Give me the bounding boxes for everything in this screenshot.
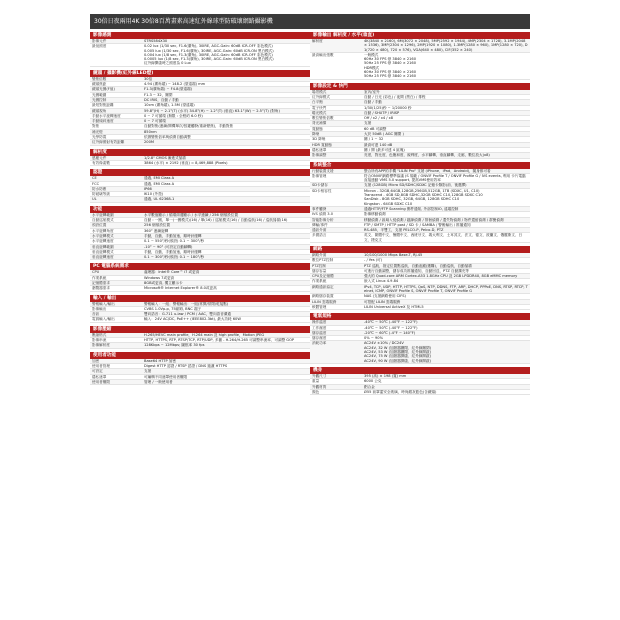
spec-value: 符合ONVIF網路標準協議 (S 規範 / ONVIF Profile T / ONVIF Profile G / IVS events, 利用 卡片電腦直接連動 VMS 5.0 support, 提高VMS使用效率	[364, 173, 526, 183]
spec-label: SD卡儲存	[312, 183, 328, 188]
spec-label: 降噪	[312, 132, 320, 137]
spec-value: 1/30(1/25)秒 ~ 1/20000 秒	[364, 105, 412, 110]
spec-row	[310, 53, 530, 80]
spec-row	[310, 189, 530, 207]
spec-value: 警報輸入：一組；警報輸出：一組(常開/常閉/乾接點)	[144, 301, 229, 306]
spec-value: 可搭配 LILIN 雲端服務	[364, 299, 401, 304]
spec-value: Off / x2 / x4 / x8	[364, 116, 394, 121]
spec-value: 亮度，對比度，色飽和度，銳利度，水平翻轉，垂直翻轉，走廊，數位放大(x8)	[364, 153, 490, 158]
spec-value: Windows 7或更高	[144, 275, 175, 280]
spec-label: 鏡頭焦距	[92, 82, 107, 87]
spec-label: SD卡相容性	[312, 188, 332, 193]
section-header: 認證	[90, 169, 310, 176]
spec-label: 電子快門	[312, 105, 327, 110]
spec-label: FCC	[92, 181, 100, 186]
spec-value: 可進行自動調整，儲存成功推播通知，自動回送，PTZ 自動擴充等	[364, 268, 469, 273]
spec-value: 自動 : 一圈，單一(一圈模式)(16) / 單(16) / 巡航模式(16) / 自動巡航(16) / 巡航掃描(16)	[144, 218, 288, 223]
spec-section	[90, 70, 310, 146]
spec-value: 0 ~ 7 可循環	[144, 119, 166, 124]
spec-label: 儲存濕度	[312, 336, 327, 341]
spec-label: 數位變焦倍數	[312, 116, 334, 121]
spec-label: 對焦	[92, 124, 100, 129]
spec-column-right	[310, 29, 530, 395]
spec-section	[90, 352, 310, 385]
spec-value: H.265/HEVC main profile，H.264 main 及 high profile，Motion JPEG	[144, 332, 265, 337]
spec-value: 依據變焦倍率與偵測自動調整	[144, 135, 191, 140]
spec-section	[90, 32, 310, 67]
spec-section	[90, 295, 310, 323]
spec-value: 1/2.8" CMOS 漸進式掃描	[144, 155, 186, 160]
spec-value: 395 (高) × 198 (寬) mm	[364, 373, 407, 378]
spec-value: Ø55 前罩蓋安全玻璃，時尚銀灰藍色(含鏡頭)	[364, 389, 437, 394]
spec-value: 3864 (水平) × 2192 (垂直) = 8,469,888 (Pixels)	[144, 160, 228, 165]
spec-value: 0 ~ 7 可循環 (無限 : 全程約 6.0 秒)	[144, 113, 203, 118]
spec-label: 電源輸入/輸出	[92, 317, 115, 322]
spec-value: 59.8°(H) ~ 2.1°(T) (水平) 34.8°(H) ~ 1.2°(T) (垂直) 63.1°(W) ~ 2.5°(T) (對角)	[144, 108, 280, 113]
spec-label: 自動巡航模式	[92, 218, 114, 223]
spec-row	[310, 341, 530, 363]
spec-label: 水平旋轉範圍	[92, 212, 114, 217]
spec-label: 最高輸出張數	[312, 52, 334, 57]
spec-label: 水平旋轉角度	[92, 228, 114, 233]
spec-label: 可設定	[92, 369, 103, 374]
section-header: 影像設定 & 快門	[310, 83, 530, 90]
spec-label: 防水防塵	[92, 186, 107, 191]
spec-section	[310, 162, 530, 243]
spec-row	[310, 153, 530, 158]
spec-value: 手動，自動，手動加速，順時針運轉	[144, 249, 202, 254]
spec-value: -40℃ ~ 50℃ (-40°F ~ 122°F)	[364, 320, 418, 325]
spec-value: -20℃ ~ 60℃ (-4°F ~ 140°F)	[364, 330, 416, 335]
spec-label: 補光燈	[92, 129, 103, 134]
spec-label: 變焦倍數	[92, 76, 107, 81]
spec-value: 30倍	[144, 76, 153, 81]
section-header: 輸入 / 輸出	[90, 295, 310, 302]
spec-value: 200M	[144, 140, 154, 145]
spec-value: 6000 公克	[364, 379, 382, 384]
spec-label: 預設位置	[92, 223, 107, 228]
spec-value: 英文、繁體中文、簡體中文、西班牙文、義大利文、土耳其文、法文、德文、波蘭文、俄羅斯文、日文、捷克文	[364, 233, 523, 242]
spec-row	[310, 305, 530, 310]
spec-value: CVBS 1.0Vp-p, 75歐姆, BNC 端子	[144, 306, 202, 311]
spec-label: 外觀材質	[312, 384, 327, 389]
spec-value: 8GB或更高, 獨立顯示卡	[144, 280, 183, 285]
section-header: 鏡頭 / 攝影機(紅外線LED燈)	[90, 70, 310, 77]
spec-value: LILIN Universal ActiveX 及 HTML5	[364, 304, 424, 309]
spec-label: UL	[92, 197, 97, 202]
spec-value: 整合所有APP的手機 "LILIN Pro" 支援 (iPhone、iPad、Android)，隨身都可看	[364, 168, 491, 173]
page-title: 30倍日夜兩用4K 30倍8百萬畫素高速紅外線球型防破壞網路攝影機	[90, 14, 530, 29]
spec-label: 網路介面	[312, 252, 327, 257]
spec-label: 紅外線照射有效距離	[92, 140, 125, 145]
spec-label: 外觀尺寸	[312, 373, 327, 378]
spec-label: 操作溫度	[312, 320, 327, 325]
spec-section	[90, 169, 310, 202]
spec-value: 支援	[364, 121, 372, 126]
spec-value: PTZ 巡航，指定位置點巡航，自動追蹤(選購)，自動巡航，自動掃描	[364, 263, 472, 268]
spec-row	[310, 39, 530, 53]
spec-column-left	[90, 29, 310, 385]
spec-label: 防破壞等級	[92, 192, 110, 197]
spec-value: -10° ~ 90° (可設定自動翻轉)	[144, 244, 193, 249]
section-header: 使用者功能	[90, 352, 310, 359]
spec-section	[310, 246, 530, 310]
spec-value: 0.1 ~ 300°/秒(預設) 0.1 ~ 180°/秒	[144, 255, 205, 260]
spec-label: 記憶體需求	[92, 280, 110, 285]
spec-value: 10/100/1000 Mbps Base-T, RJ-45	[364, 252, 423, 257]
spec-value: 移動偵測 / 區域入侵偵測 / 越線偵測 / 徘徊偵測 / 遺失物偵測 / 物件遺留偵測 / 群聚偵測	[364, 217, 504, 222]
spec-label: 作業系統	[312, 279, 327, 284]
spec-value: 通過, EMI Class A	[144, 181, 175, 186]
spec-value: 4K(3840 × 2160), 6M(3072 × 2048), 5MP(2592 × 1944), 4MP(2304 × 1728), 3.1MP(2048 × 1536), 3MP(2304 × 1296), 2MP(1920 × 1080), 1.3MP(1280 × 960), 1MP(1280 × 720), D1(720 × 480), 720 × 576), VGA(640 × 480), CIF(352 × 240)	[364, 39, 528, 52]
spec-label: 儲存溫度	[312, 330, 327, 335]
spec-value: 通過HTTP/FTP Scanning 郵件通知, 外部控制IO, 遠端控制	[364, 206, 459, 211]
spec-value: 支援 (128GB) Micro SD/SDHC/SDXC 記憶卡錄影(前、後選擇)	[364, 183, 467, 188]
section-header: 功能	[90, 206, 310, 213]
spec-label: 網路通訊協定	[312, 284, 334, 289]
spec-value: 最高可達 140 dB	[364, 142, 393, 147]
spec-value: F1.3(廣角端) ~ F4.8(望遠端)	[144, 87, 193, 92]
spec-label: 有效像素數	[92, 160, 110, 165]
spec-label: 事件觸發	[312, 206, 327, 211]
spec-label: 手動傾斜速度	[92, 119, 114, 124]
spec-label: 影像元件	[92, 39, 107, 43]
spec-value: DC IRIS，自動 / 手動	[144, 97, 179, 102]
section-header: PC 電腦系統需求	[90, 263, 310, 270]
spec-value: 關 / 1 ~ 32	[364, 137, 384, 142]
spec-label: 背光補償	[312, 121, 327, 126]
spec-label: 影像解析度	[92, 343, 110, 348]
spec-label: 作業系統	[92, 275, 107, 280]
spec-label: 垂直旋轉範圍	[92, 244, 114, 249]
spec-label: 水平旋轉模式	[92, 233, 114, 238]
spec-row	[90, 380, 310, 385]
spec-row	[310, 233, 530, 243]
spec-value: 管理 / 一般使用者	[144, 379, 173, 384]
spec-value: 0.1 ~ 550°/秒(預設) 0.1 ~ 300°/秒	[144, 239, 205, 244]
spec-label: 行動裝置支援	[312, 168, 334, 173]
spec-label: 加密	[92, 358, 100, 363]
spec-value: 自動 / 手動	[364, 100, 382, 105]
spec-value: 室內/室外	[364, 89, 380, 94]
spec-row	[90, 44, 310, 66]
spec-row	[310, 285, 530, 295]
spec-value: 影像移動偵測	[364, 212, 386, 217]
spec-label: CPU及記憶體	[312, 274, 334, 279]
spec-label: 使用者管理	[92, 363, 110, 368]
section-header: 系統整合	[310, 162, 530, 169]
section-header: 影像感測	[90, 32, 310, 39]
spec-value: 嵌入式 Linux 4.9.84	[364, 279, 399, 284]
spec-label: 最低照度	[92, 44, 107, 49]
spec-value: Digest HTTP 認證 / RTSP 認證 / DNS 過濾 HTTPS	[144, 363, 228, 368]
spec-label: 寬動態	[312, 126, 323, 131]
spec-label: 光圈控制	[92, 97, 107, 102]
spec-value: 大於 50dB ( AGC 關閉 )	[364, 132, 404, 137]
spec-value: AC24V ±10% / DC24V AC24V, 32 W (加熱器關閉、紅外線關閉) AC24V, 53 W (加熱器關閉、紅外線開啟) AC24V, 75 W (加熱器開啟、紅外線開啟) AC24V, 90 W (加熱器開啟、紅外線開啟)	[364, 341, 431, 363]
spec-value: FTP / SMTP / HTTP post / SD 卡 / SAMBA / 警報輸出 / 推播通知	[364, 222, 471, 227]
spec-row	[90, 161, 310, 166]
spec-label: 影像輸出	[92, 306, 107, 311]
section-header: 機身	[310, 367, 530, 374]
spec-value: -40℃ ~ 50℃ (-40°F ~ 122°F)	[364, 325, 418, 330]
spec-label: 智能影像分析	[312, 217, 334, 222]
spec-label: HDR 寬動態	[312, 142, 332, 147]
spec-label: IVS 偵測 3.0	[312, 212, 333, 217]
spec-section	[310, 32, 530, 80]
spec-row	[90, 343, 310, 348]
spec-value: - / Yes (可)	[364, 258, 383, 263]
spec-value: 0.02 lux (1/30 sec, F1.6(廣角), 30IRE, AGC-Gain: 60dB ICR-OFF 彩色模式) 0.005 lux (1/30 sec, F1.6(廣角), 30IRE, AGC-Gain: 60dB ICR-ON 黑白模式) 0.004 lux (1/8 sec, F1.3(廣角), 30IRE, AGC-Gain: 60dB ICR-OFF 彩色模式) 0.0005 lux (1/8 sec, F1.3(廣角), 30IRE, AGC-Gain: 60dB ICR-ON 黑白模式) 紅外線開啟時之照度為 0 Lux	[144, 44, 274, 66]
spec-label: 重量	[312, 379, 320, 384]
spec-label: 垂直旋轉模式	[92, 249, 114, 254]
spec-section	[310, 313, 530, 364]
spec-label: 光學防震	[92, 135, 107, 140]
spec-label: 影像調整	[312, 153, 327, 158]
spec-label: 感應元件	[92, 155, 107, 160]
spec-value: 關 / 開 (最多可達 4 區塊)	[364, 147, 405, 152]
spec-value: 360° 連續旋轉	[144, 228, 169, 233]
spec-label: 隱私遮罩	[312, 147, 327, 152]
spec-value: 自動對焦(連續/開機單次/按鍵觸發/重新變焦)，手動對焦	[144, 124, 234, 129]
spec-label: 多國語言	[312, 233, 327, 238]
spec-label: 使用者權限	[92, 379, 110, 384]
spec-value: 手動，自動，手動加速，順時針運轉	[144, 233, 202, 238]
spec-section	[310, 83, 530, 159]
spec-label: 最短對焦距離	[92, 103, 114, 108]
section-header: 電氣規格	[310, 313, 530, 320]
spec-row	[90, 197, 310, 202]
spec-label: 手動水平旋轉速度	[92, 113, 121, 118]
spec-label: 消耗功率	[312, 341, 327, 346]
spec-value: IK10 (外殼)	[144, 192, 164, 197]
spec-label: 鏡頭光圈(F值)	[92, 87, 115, 92]
spec-value: 通過, UL 62368-1	[144, 197, 175, 202]
spec-label: PTZ控制	[312, 263, 327, 268]
spec-value: HTTP, HTTPS, RTP, RTSP/TCP, RTP/UDP, 多播 - H.264/H.265 可調整串流率、可調整 GOP	[144, 338, 295, 343]
spec-row	[90, 286, 310, 291]
spec-value: 輸入：24V AC/DC, PoE++ (IEEE802.3bt), 最大功耗 60W	[144, 317, 241, 322]
spec-label: 網路儲存裝置	[312, 294, 334, 299]
spec-label: 影像管理	[312, 173, 327, 178]
spec-label: 影像串流	[92, 338, 107, 343]
spec-value: F1.3 ~ 32，關閉	[144, 92, 173, 97]
spec-section	[90, 206, 310, 261]
spec-value: RS-485，半雙工，支援 PELCO-P, Pelco-D, PTZ	[364, 228, 444, 233]
spec-label: CE	[92, 176, 97, 181]
spec-section	[90, 263, 310, 291]
spec-label: 鏡頭視角	[92, 108, 107, 113]
spec-value: IPv4, TCP, UDP, HTTP, HTTPS, QoS, NTP, DDNS, FTP, ARP, DHCP, PPPoE, DNS, RTSP, RTCP, Telnet, ICMP, ONVIF Profile S, ONVIF Profile T, ONVIF Profile G	[364, 284, 528, 294]
spec-section	[310, 367, 530, 395]
spec-label: 水平旋轉速度	[92, 239, 114, 244]
spec-row	[310, 390, 530, 395]
spec-label: LILIN 雲端服務	[312, 299, 337, 304]
spec-value: 通過, EMI Class A	[144, 176, 175, 181]
spec-label: 音訊	[92, 312, 100, 317]
spec-value: 0% ~ 90%	[364, 336, 383, 341]
section-header: 解析度	[90, 149, 310, 156]
spec-label: 壓縮格式	[92, 332, 107, 337]
spec-label: 光圈範圍	[92, 92, 107, 97]
spec-label: 解析度	[312, 39, 323, 43]
spec-section	[90, 149, 310, 167]
spec-label: 場景模式	[312, 89, 327, 94]
spec-label: 警報輸入/輸出	[92, 301, 115, 306]
spec-value: 60 dB 可調整	[364, 126, 387, 131]
spec-label: 軟體管理	[312, 304, 327, 309]
spec-row	[90, 255, 310, 260]
section-header: 網路	[310, 246, 530, 253]
spec-label: 瀏覽器需求	[92, 286, 110, 291]
spec-value: 支援	[144, 369, 152, 374]
spec-label: 數位PTZ控制	[312, 258, 334, 263]
spec-label: 隱私遮罩	[92, 374, 107, 379]
spec-value: Micron - 32GB,64GB,128GB,256GB,512GB, 1TB (SDXC, U1, C10) Transcend - 4GB SD,8GB SDHC,32GB SDHC C10,128GB SDXC C10 SanDisk - 8GB SDHC, 32GB, 64GB, 128GB SDHC C10 Kingston - 64GB SDXC C10	[364, 188, 483, 206]
spec-row	[310, 174, 530, 184]
spec-value: IP66	[144, 186, 152, 191]
spec-value: 水平數值顯示 / 循環兩週顯示 / 水平連續 / 256 個預設位置	[144, 212, 238, 217]
spec-label: 曝光模式	[312, 110, 327, 115]
spec-value: STRS584X30	[144, 39, 168, 43]
spec-label: 紅外線模式	[312, 94, 330, 99]
spec-value: 自動 / SHUTP / IRISP	[364, 110, 400, 115]
spec-value: 可編輯不同遮罩使用者權限	[144, 374, 188, 379]
spec-value: NAS (支援網路使用 CIFS)	[364, 294, 406, 299]
spec-value: 850nm	[144, 129, 157, 134]
spec-label: 通訊介面	[312, 228, 327, 233]
spec-value: 10cm (廣角端), 1.5M (望遠端)	[144, 103, 195, 108]
spec-value: Microsoft® Internet Explorer® 8.0或更高	[144, 286, 217, 291]
spec-value: 256 個預設位置	[144, 223, 170, 228]
spec-label: 顏色	[312, 389, 320, 394]
section-header: 影像輸出 解析度 / 水平(垂直)	[310, 32, 530, 39]
spec-value: Base64 HTTP 加密	[144, 358, 176, 363]
spec-value: 4.94 (廣角端) ~ 148.2 (望遠端) mm	[144, 82, 206, 87]
section-header: 影像壓縮	[90, 326, 310, 333]
spec-value: 鋁合金	[364, 384, 375, 389]
spec-value: 處理器：Intel® Core™ i7 或更高	[144, 270, 200, 275]
spec-label: 工作濕度	[312, 325, 327, 330]
spec-label: 儲存容量	[312, 268, 327, 273]
spec-value: 雙向語音：G.711 u-law / PCM / AAC，雙向語音溝通	[144, 312, 231, 317]
spec-value: 自動 / 日光 (彩色) / 夜間 (黑白) / 排程	[364, 94, 426, 99]
spec-row	[90, 317, 310, 322]
spec-row	[90, 140, 310, 145]
spec-value: 一般模式 60Hz 30 FPS @ 3840 × 2160 50Hz 25 FPS @ 3840 × 2160 HDR模式 60Hz 30 FPS @ 3840 × 2160 50Hz 25 FPS @ 3840 × 2160	[364, 52, 417, 79]
spec-label: 3D 降噪	[312, 137, 326, 142]
spec-label: 白平衡	[312, 100, 323, 105]
spec-value: 128Kbps ~ 12Mbps; 圖框率 30 fps	[144, 343, 205, 348]
spec-value: 強大的 Quad-core ARM Cortex-A53 1.8GHz CPU 及 2GB LPDDR4X, 8GB eMMC memory	[364, 274, 518, 279]
spec-section	[90, 326, 310, 349]
spec-label: CPU	[92, 270, 100, 275]
spec-label: 垂直旋轉速度	[92, 255, 114, 260]
spec-label: 傳輸/事件	[312, 222, 328, 227]
